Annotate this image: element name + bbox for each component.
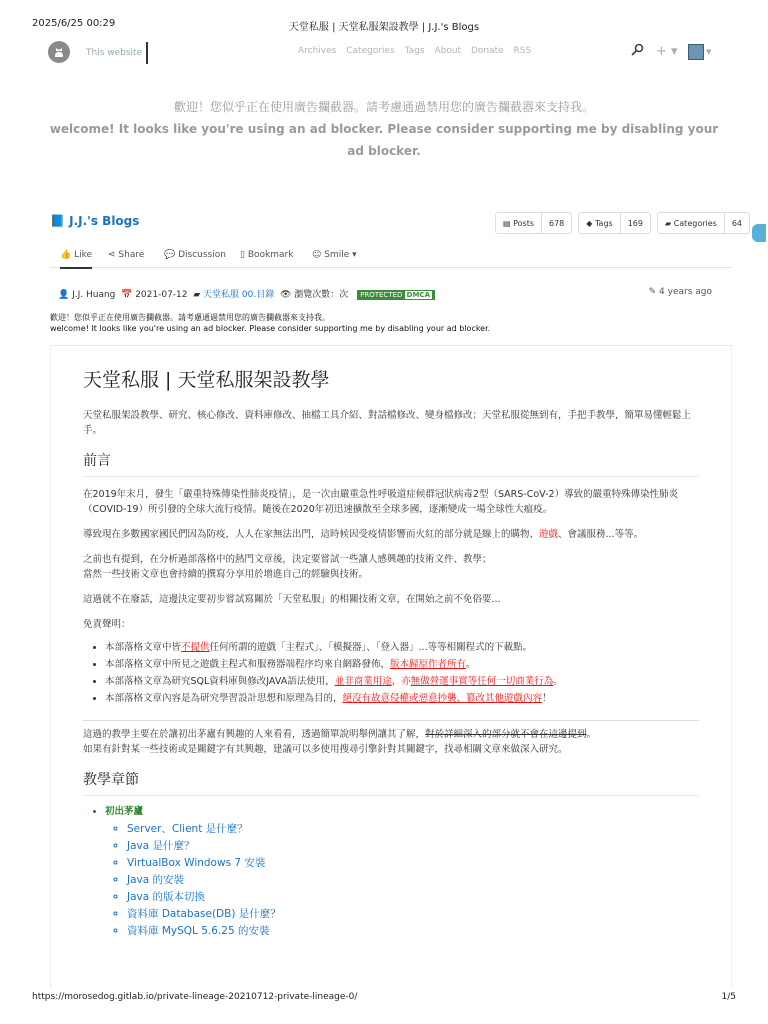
disclaimer-3-c: ，亦 (391, 676, 411, 687)
disclaimer-3-a: 本部落格文章為研究SQL資料庫與修改JAVA語法使用， (105, 676, 335, 687)
print-header (32, 18, 736, 32)
folder-icon: ▰ (664, 218, 674, 228)
stat-posts-count: 678 (541, 213, 571, 233)
disclaimer-3-b: 並非商業用途 (334, 676, 392, 687)
bookmark-icon: ▯ (240, 250, 248, 260)
tab-like[interactable] (60, 250, 92, 269)
stat-posts-label: Posts (513, 218, 534, 228)
eye-icon: 👁 (279, 290, 295, 300)
stat-tags-label: Tags (594, 218, 613, 228)
tab-bookmark[interactable] (240, 250, 293, 260)
disclaimer-4-a: 本部落格文章內容是為研究學習設計思想和原理為目的， (105, 693, 343, 704)
chapter-link[interactable]: ◦ 資料庫 Database(DB) 是什麼？ (127, 906, 699, 923)
paragraph-2-game: 遊戲 (539, 529, 559, 540)
disclaimer-4-b: 絕沒有故意侵權或惡意抄襲、篡改其他遊戲內容 (342, 693, 543, 704)
action-tabs (50, 244, 732, 268)
nav-right-actions (630, 41, 720, 65)
nav-link-about[interactable]: About (434, 46, 462, 56)
chapter-group (105, 804, 699, 940)
post-category[interactable]: 天堂私服 00.目錄 (203, 290, 275, 300)
file-icon: ▤ (502, 218, 514, 228)
heading-chapters: 教學章節 (83, 771, 699, 796)
blog-title-text: J.J.'s Blogs (69, 214, 140, 228)
tab-discussion-label: Discussion (178, 250, 226, 260)
post-age: 4 years ago (659, 287, 712, 297)
calendar-icon: 📅 (121, 290, 136, 300)
paragraph-3-a: 之前也有提到，在分析過部落格中的熱門文章後，決定要嘗試一些讓人感興趣的技術文件、教學； (83, 554, 492, 565)
print-url: https://morosedog.gitlab.io/private-lineage-20210712-private-lineage-0/ (32, 992, 358, 1002)
note-line-1 (83, 727, 699, 742)
chapter-sublist (105, 821, 699, 940)
post-views: 瀏覽次數：次 (294, 290, 349, 300)
article-title: 天堂私服 | 天堂私服架設教學 (83, 369, 330, 391)
blog-stats (495, 212, 750, 234)
dmca-badge-left: PROTECTED (360, 290, 403, 299)
tab-share[interactable] (108, 250, 144, 260)
chapter-link[interactable]: ◦ Server、Client 是什麼？ (127, 821, 699, 838)
dmca-badge-right: DMCA (406, 290, 430, 299)
paragraph-2-a: 導致現在多數國家國民們因為防疫，人人在家無法出門，這時候因受疫情影響而火紅的部分就是線上的購物、 (83, 529, 540, 540)
stat-categories-count: 64 (724, 213, 749, 233)
paragraph-1: 在2019年末月，發生「嚴重特殊傳染性肺炎疫情」，是一次由嚴重急性呼吸道症候群冠狀病毒2型（SARS-CoV-2）導致的嚴重特殊傳染性肺炎（COVID-19）所引發的全球大流行疫情。隨後在2020年初迅速擴散至全球多國，逐漸變成一場全球性大瘟疫。 (83, 489, 679, 515)
print-date: 2025/6/25 00:29 (32, 18, 116, 29)
chapter-list (83, 804, 699, 940)
smile-icon: ☺ (312, 250, 325, 260)
intro-note (83, 720, 699, 757)
chapter-link[interactable]: ◦ Java 的版本切換 (127, 889, 699, 906)
list-item (105, 691, 699, 706)
edit-icon: ✎ (648, 287, 660, 297)
search-input[interactable]: This website (86, 42, 148, 64)
dmca-badge[interactable] (357, 290, 435, 300)
notice-en: welcome! It looks like you're using an ad blocker. Please consider supporting me by disabling your ad blocker. (50, 324, 491, 333)
side-widget-icon[interactable] (752, 224, 766, 242)
user-icon: 👤 (58, 290, 73, 300)
folder-icon: ▰ (193, 290, 204, 300)
top-navbar (48, 38, 720, 68)
adblock-message-en: welcome! It looks like you're using an ad blocker. Please consider supporting me by disabling your ad blocker. (49, 122, 719, 158)
note-1-c: 。 (586, 729, 597, 740)
plus-dropdown-icon[interactable]: + ▾ (656, 44, 678, 59)
adblock-banner (40, 96, 728, 162)
tab-bookmark-label: Bookmark (247, 250, 294, 260)
chapter-link[interactable]: ◦ Java 的安裝 (127, 872, 699, 889)
paragraph-2-c: 、會議服務...等等。 (558, 529, 644, 540)
paragraph-3-b: 當然一些技術文章也會持續的撰寫分享用於增進自己的經驗與技術。 (83, 569, 369, 580)
print-page-number: 1/5 (721, 992, 736, 1002)
book-icon: 📘 (50, 214, 70, 228)
github-logo-icon[interactable] (48, 41, 70, 63)
notification-icon[interactable] (630, 43, 644, 61)
chapter-link[interactable]: ◦ VirtualBox Windows 7 安裝 (127, 855, 699, 872)
stat-tags[interactable] (578, 212, 651, 234)
disclaimer-2-b: 版本歸原作者所有 (390, 659, 467, 670)
disclaimer-3-e: 。 (553, 676, 563, 687)
tab-share-label: Share (118, 250, 145, 260)
disclaimer-3-d: 無做營運事實等任何一切商業行為 (410, 676, 554, 687)
tag-icon: ◆ (586, 218, 595, 228)
tab-like-label: Like (74, 250, 93, 260)
article-body (50, 345, 732, 988)
tab-smile[interactable]: ☺ Smile ▾ (312, 250, 357, 260)
chapter-link[interactable]: ◦ 資料庫 MySQL 5.6.25 的安裝 (127, 923, 699, 940)
chapter-group-label[interactable]: 初出茅廬 (105, 806, 144, 817)
note-1-strike: 對於詳細深入的部分就不會在這邊提到 (425, 729, 587, 740)
chapter-link[interactable]: ◦ Java 是什麼？ (127, 838, 699, 855)
print-title: 天堂私服 | 天堂私服架設教學 | J.J.'s Blogs (288, 22, 480, 33)
comment-icon: 💬 (164, 250, 179, 260)
nav-link-tags[interactable]: Tags (404, 46, 425, 56)
nav-link-archives[interactable]: Archives (298, 46, 337, 56)
disclaimer-4-c: ！ (542, 693, 552, 704)
paragraph-3 (83, 552, 699, 582)
blog-header (50, 212, 750, 242)
disclaimer-heading: 免責聲明： (83, 619, 131, 630)
avatar[interactable] (688, 44, 704, 60)
post-meta (58, 284, 712, 302)
tab-discussion[interactable] (164, 250, 226, 260)
disclaimer-1-b: 不提供 (181, 642, 210, 653)
disclaimer-1-c: 任何所謂的遊戲「主程式」、「模擬器」、「登入器」...等等相關程式的下載點。 (209, 642, 533, 653)
notice-zh: 歡迎！您似乎正在使用廣告攔截器。請考慮通過禁用您的廣告攔截器來支持我。 (50, 313, 330, 322)
disclaimer-list (83, 640, 699, 706)
article-intro: 天堂私服架設教學、研究、核心修改、資料庫修改、抽檔工具介紹、對話檔修改、變身檔修改；天堂私服從無到有，手把手教學，簡單易懂輕鬆上手。 (83, 410, 692, 436)
stat-categories-label: Categories (673, 218, 717, 228)
post-date: 2021-07-12 (135, 290, 188, 300)
chevron-down-icon[interactable]: ▼ (706, 48, 712, 56)
nav-link-rss[interactable]: RSS (513, 46, 532, 56)
post-author[interactable]: J.J. Huang (72, 290, 116, 300)
stat-posts[interactable] (495, 212, 572, 234)
thumbs-up-icon: 👍 (60, 250, 75, 260)
print-footer (32, 992, 736, 1006)
disclaimer-2-a: 本部落格文章中所見之遊戲主程式和服務器端程序均來自網路發佈， (105, 659, 391, 670)
list-item (105, 674, 699, 689)
paragraph-4: 這過就不在廢話，這邊決定要初步嘗試寫關於「天堂私服」的相關技術文章，在開始之前不免俗要... (83, 594, 501, 605)
share-icon: ⋖ (108, 250, 119, 260)
list-item (105, 640, 699, 655)
tab-smile-label: Smile (324, 250, 350, 260)
adblock-message-zh: 歡迎！您似乎正在使用廣告攔截器。請考慮通過禁用您的廣告攔截器來支持我。 (173, 100, 594, 114)
nav-link-donate[interactable]: Donate (470, 46, 504, 56)
stat-tags-count: 169 (620, 213, 650, 233)
disclaimer-2-c: 。 (466, 659, 476, 670)
note-line-2: 如果有針對某一些技術或是關鍵字有其興趣，建議可以多使用搜尋引擎針對其關鍵字，找尋相關文章來做深入研究。 (83, 744, 568, 755)
disclaimer-1-a: 本部落格文章中皆 (105, 642, 182, 653)
adblock-notice (50, 312, 732, 334)
nav-link-categories[interactable]: Categories (346, 46, 395, 56)
paragraph-2 (83, 527, 699, 542)
note-1-a: 這過的教學主要在於讓初出茅廬有興趣的人來看看，透過簡單說明舉例讓其了解， (83, 729, 426, 740)
heading-preface: 前言 (83, 452, 699, 477)
nav-links (298, 46, 538, 56)
blog-title[interactable] (50, 214, 139, 228)
stat-categories[interactable] (657, 212, 750, 234)
list-item (105, 657, 699, 672)
